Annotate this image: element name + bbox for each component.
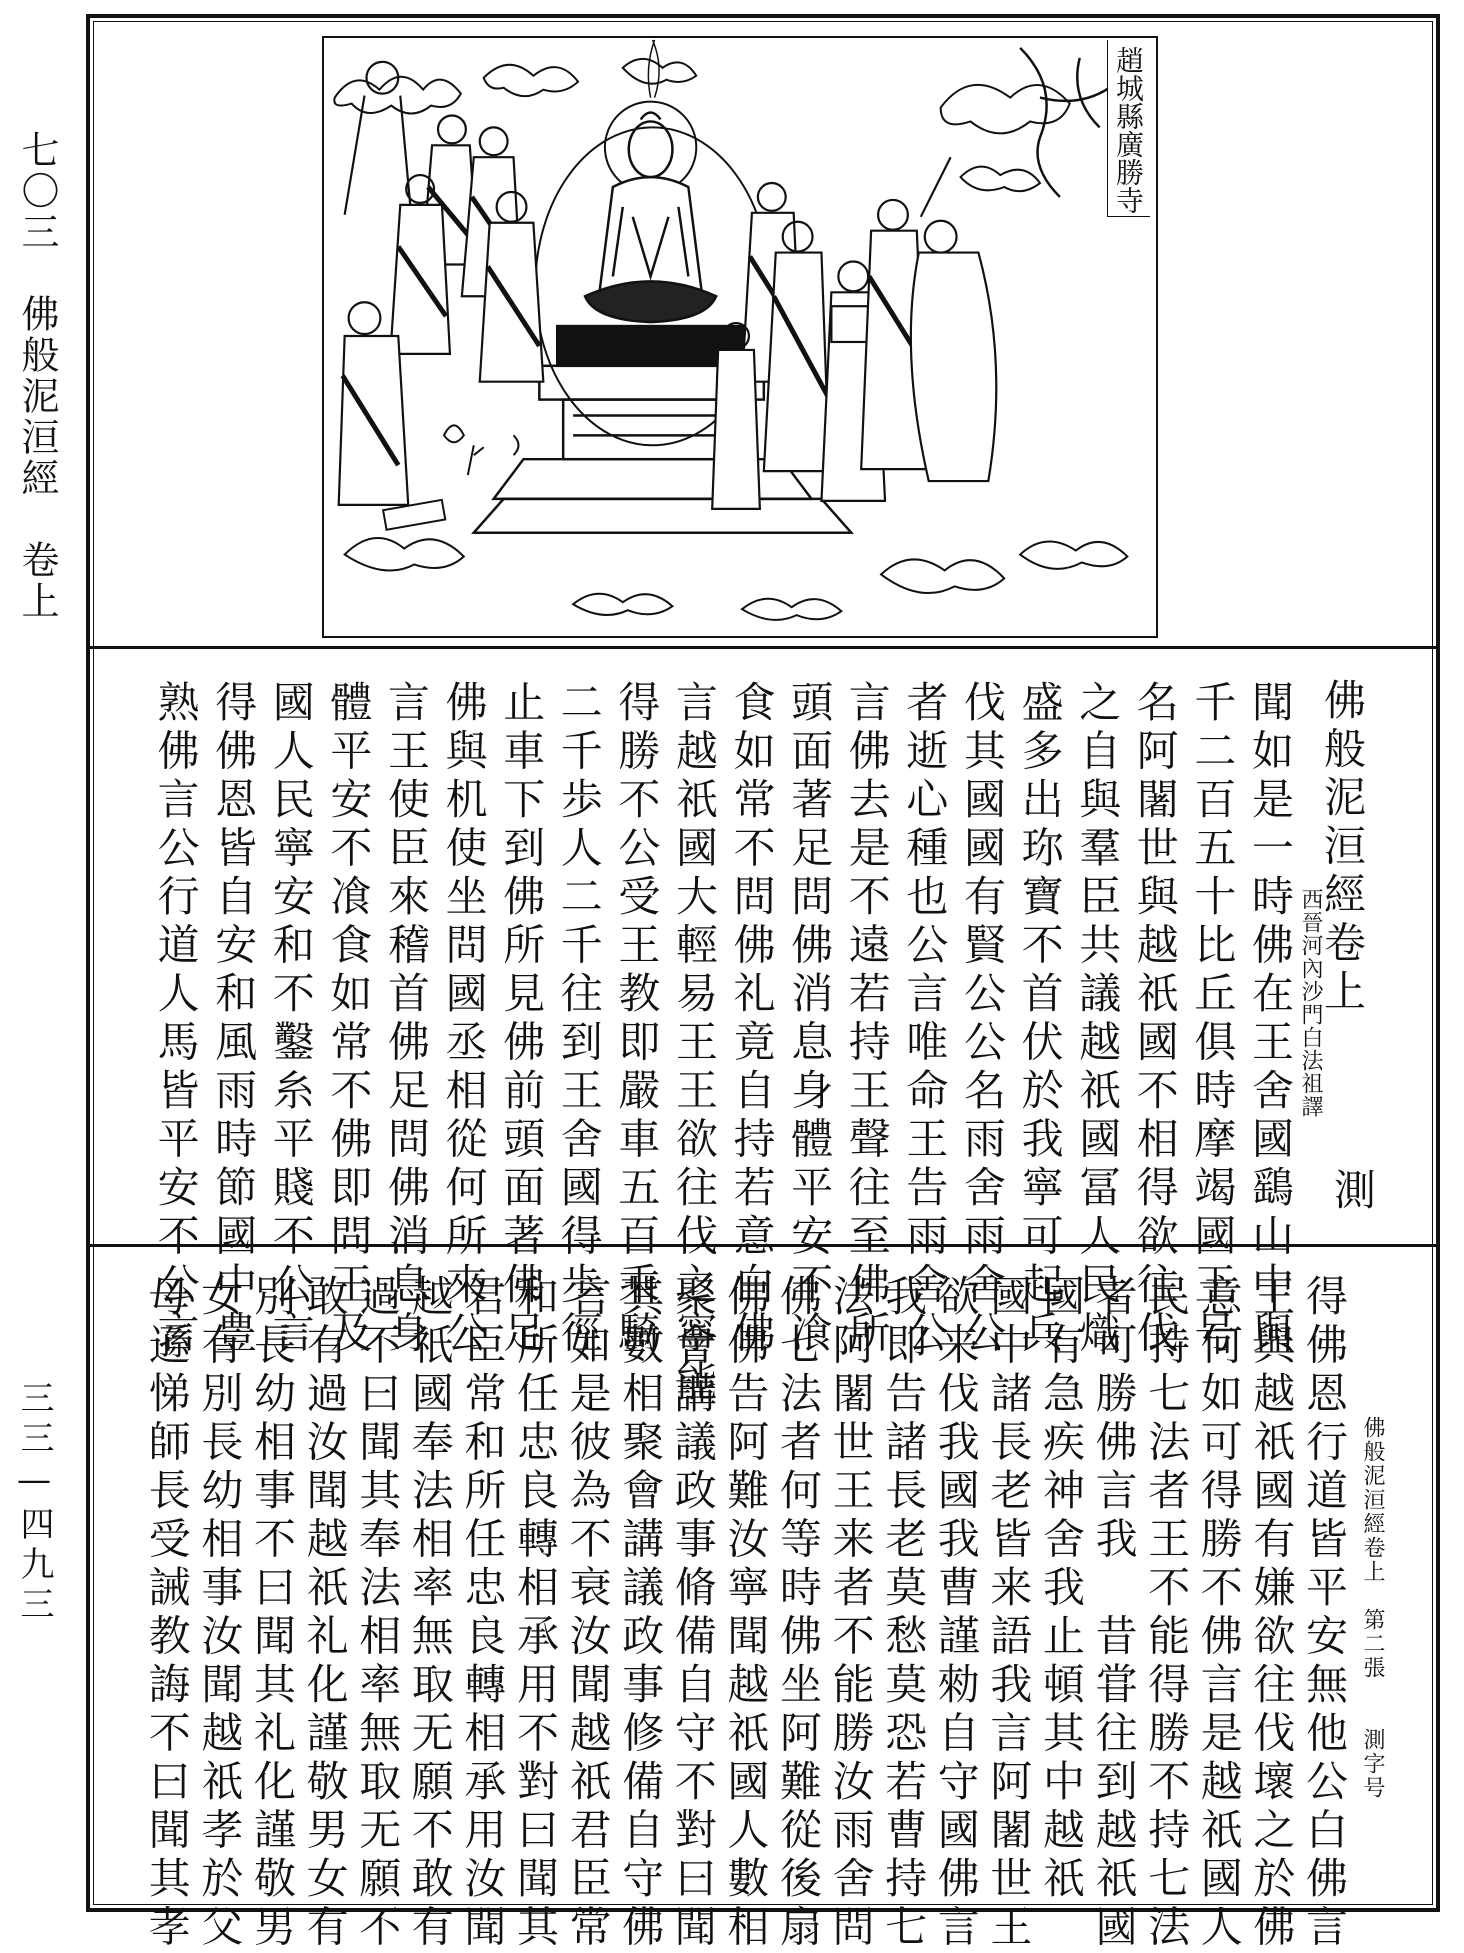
text-column: 之自與羣臣共議越祇國冨人民熾 <box>1073 680 1123 1359</box>
text-column: 佛七法者何等時佛坐阿難從後扇 <box>774 1274 823 1953</box>
text-column: 體平安不飡食如常不佛即問王及 <box>324 680 374 1359</box>
text-column: 過不曰聞其奉法相率無取无願不 <box>353 1274 403 1953</box>
text-column: 女有別長幼相事汝聞越祇孝於父 <box>195 1274 245 1953</box>
text-column: 食如常不問佛礼竟自持若意白佛 <box>727 680 777 1359</box>
text-column: 法阿闍世王来者不能勝汝雨舍問 <box>826 1274 876 1953</box>
divider-top <box>86 646 1440 649</box>
text-panel-1 <box>120 668 1410 1408</box>
text-column: 國有急疾神舍我止頓其中越祇 <box>1037 1274 1086 1905</box>
volume-title: 七〇三 佛般泥洹經 卷上 <box>15 130 59 622</box>
text-column: 言越祇國大輕易王王欲往伐之寧能 <box>670 680 719 1408</box>
text-column: 伐其國國有賢公公名雨舍雨舍公 <box>958 680 1007 1359</box>
left-margin <box>10 130 62 1890</box>
text-column: 佛佛告阿難汝寧聞越祇國人數相 <box>721 1274 771 1953</box>
text-column: 聞如是一時佛在王舍國鷂山中與 <box>1246 680 1295 1359</box>
text-column: 得勝不公受王教即嚴車五百乘騎 <box>612 680 662 1359</box>
text-column: 我即告諸長老莫愁莫恐若曹持七 <box>879 1274 929 1953</box>
page-number: 三三—四九三 <box>14 1380 54 1626</box>
text-column: 聚會講議政事脩備自守不對曰聞 <box>668 1274 718 1953</box>
text-column: 母遜悌師長受誡教誨不曰聞其孝 <box>142 1274 192 1953</box>
text-column: 得佛恩行道皆平安無他公白佛言 <box>1300 1274 1349 1953</box>
buddha-illustration <box>322 36 1158 638</box>
text-column: 君臣常和所任忠良轉相承用汝聞 <box>458 1274 508 1953</box>
running-header: 佛般泥洹經卷上 第二張 測字号 <box>1360 1416 1385 1800</box>
text-column: 敢有過汝聞越祇礼化謹敬男女有 <box>300 1274 350 1953</box>
text-column: 者可勝佛言我 昔甞往到越祇國 <box>1089 1274 1139 1953</box>
text-column: 千二百五十比丘俱時摩竭國王号 <box>1188 680 1238 1359</box>
text-column: 越祇國奉法相率無取无願不敢有 <box>405 1274 455 1953</box>
text-column: 言如是彼為不衰汝聞越祇君臣常 <box>563 1274 613 1953</box>
text-column: 佛與机使坐問國丞相從何所來公 <box>439 680 489 1359</box>
sutra-title: 佛般泥洹經卷上 <box>1318 678 1367 1018</box>
text-column: 和所任忠良轉相承用不對曰聞其 <box>511 1274 560 1953</box>
text-column: 者逝心種也公言唯命王告雨舍公 <box>900 680 950 1359</box>
text-column: 盛多出珎寶不首伏於我寧可起兵 <box>1015 680 1065 1359</box>
text-column: 熟佛言公行道人馬皆平安不公言 <box>151 680 201 1359</box>
text-panel-2 <box>120 1266 1410 1953</box>
text-column: 名阿闍世與越祇國不相得欲往伐 <box>1130 680 1180 1359</box>
text-column: 言佛去是不遠若持王聲往至佛所 <box>842 680 892 1359</box>
catalog-mark: 測 <box>1328 1168 1377 1217</box>
text-column: 王與越祇國有嫌欲往伐壞之於佛 <box>1247 1274 1297 1953</box>
illustration-caption: 趙城縣廣勝寺 <box>1107 40 1150 217</box>
text-column: 言王使臣來稽首佛足問佛消息身 <box>382 680 431 1359</box>
text-column: 止車下到佛所見佛前頭面著佛足 <box>497 680 547 1359</box>
text-column: 國中諸長老皆来語我言阿闍世王 <box>984 1274 1034 1953</box>
text-column: 國人民寧安和不鑿糸平賤不公言 <box>266 680 316 1359</box>
text-column: 頭面著足問佛消息身體平安不飡 <box>785 680 835 1359</box>
translator-credit: 西晉河內沙門白法祖譯 <box>1298 888 1323 1118</box>
text-column: 別長幼相事不曰聞其礼化謹敬男 <box>248 1274 297 1953</box>
monks-left <box>339 62 544 505</box>
text-column: 民持七法者王不能得勝不持七法 <box>1142 1274 1192 1953</box>
text-column: 其數相聚會講議政事修備自守佛 <box>616 1274 666 1953</box>
text-column: 得佛恩皆自安和風雨時節國中豊 <box>209 680 259 1359</box>
text-column: 欲来伐我國我曹謹勑自守國佛言 <box>931 1274 981 1953</box>
text-column: 二千歩人二千往到王舍國得歩徑 <box>554 680 604 1359</box>
text-column: 意何如可得勝不佛言是越祇國人 <box>1194 1274 1244 1953</box>
